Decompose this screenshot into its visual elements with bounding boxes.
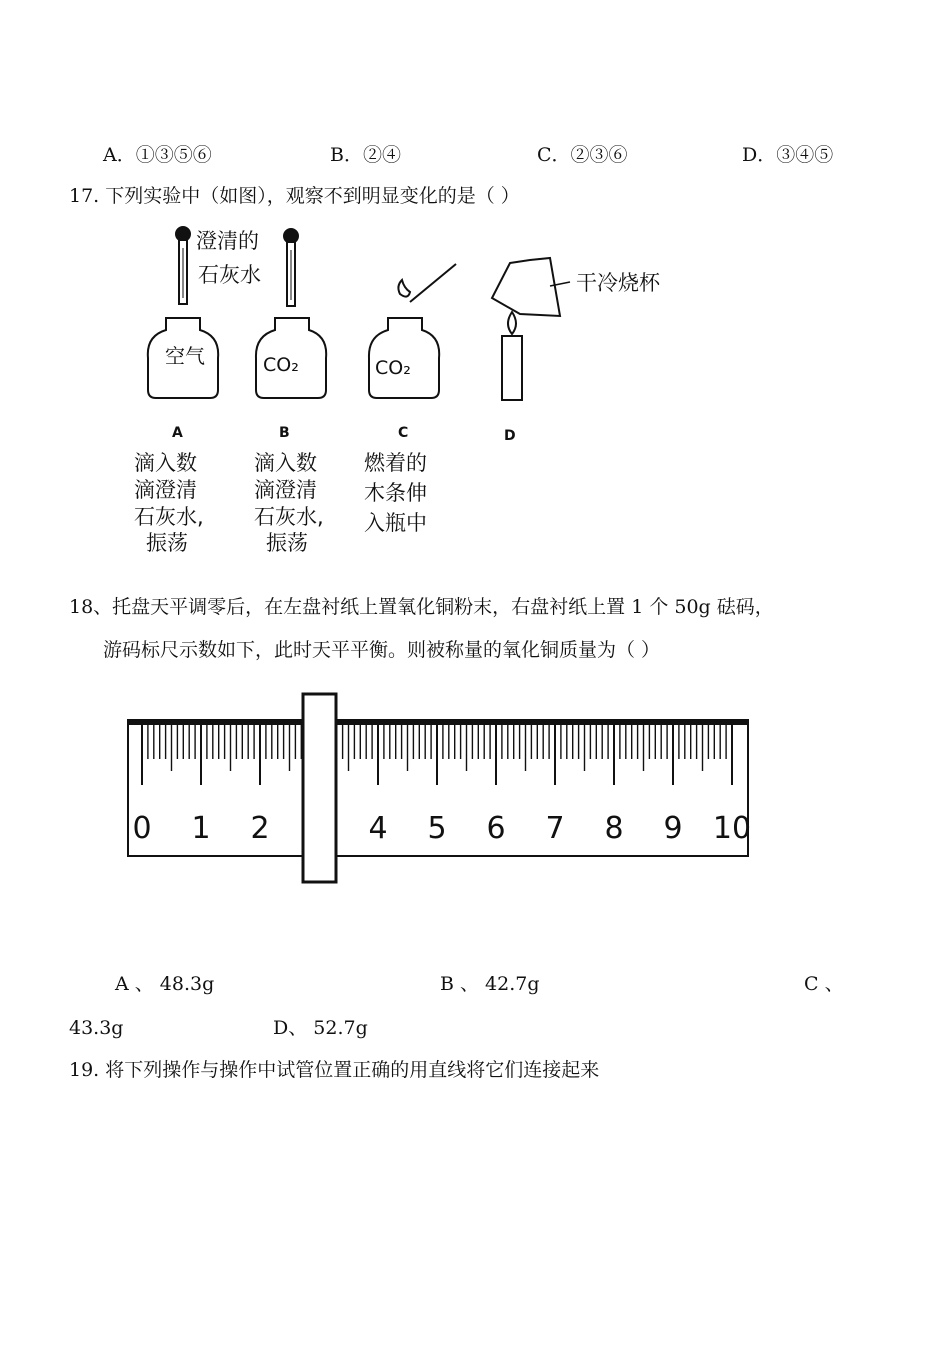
ruler-number: 10 [712, 811, 752, 846]
caption-c-3: 入瓶中 [364, 511, 427, 535]
ruler-number: 1 [191, 811, 211, 846]
dropper-label-1: 澄清的 [196, 229, 259, 253]
q18-option-a: A 、 48.3g [115, 973, 215, 995]
q18-option-b: B 、 42.7g [440, 973, 540, 995]
ruler-number: 8 [604, 811, 624, 846]
q18-option-d: D、 52.7g [273, 1017, 368, 1039]
ruler-number: 4 [368, 811, 388, 846]
caption-c-1: 燃着的 [364, 451, 427, 475]
dropper-label-2: 石灰水 [198, 263, 261, 287]
q16-option-c: C．②③⑥ [537, 144, 628, 166]
cup-label: 干冷烧杯 [576, 271, 660, 295]
q16-option-a: A．①③⑤⑥ [103, 144, 212, 166]
q17-question: 17. 下列实验中（如图），观察不到明显变化的是（ ） [69, 185, 520, 207]
letter-b: B [279, 425, 290, 441]
bottle-c-label: CO₂ [375, 357, 411, 379]
q16-option-d: D．③④⑤ [742, 144, 834, 166]
letter-d: D [504, 428, 516, 444]
caption-a-3: 石灰水, [134, 505, 204, 529]
q18-option-c: C 、 [804, 973, 844, 995]
ruler-number: 5 [427, 811, 447, 846]
ruler-number: 2 [250, 811, 270, 846]
caption-b-4: 振荡 [266, 531, 308, 555]
caption-c-2: 木条伸 [364, 481, 427, 505]
ruler-number: 7 [545, 811, 565, 846]
letter-c: C [398, 425, 409, 441]
q18-option-c-value: 43.3g [69, 1017, 124, 1039]
q19-question: 19. 将下列操作与操作中试管位置正确的用直线将它们连接起来 [69, 1059, 600, 1081]
q16-option-b: B．②④ [330, 144, 401, 166]
rider-slider [303, 694, 336, 882]
ruler-number: 9 [663, 811, 683, 846]
bottle-b-label: CO₂ [263, 354, 299, 376]
caption-a-4: 振荡 [146, 531, 188, 555]
q18-question-line1: 18、托盘天平调零后，在左盘衬纸上置氧化铜粉末，右盘衬纸上置 1 个 50g 砝码， [69, 596, 774, 618]
ruler-number: 6 [486, 811, 506, 846]
q17-figure [120, 218, 720, 563]
caption-a-1: 滴入数 [134, 451, 197, 475]
caption-b-1: 滴入数 [254, 451, 317, 475]
ruler-number: 0 [132, 811, 152, 846]
caption-b-2: 滴澄清 [254, 478, 317, 502]
q18-question-line2: 游码标尺示数如下，此时天平平衡。则被称量的氧化铜质量为（ ） [103, 639, 661, 661]
rider-scale-ruler [120, 688, 760, 893]
caption-b-3: 石灰水, [254, 505, 324, 529]
bottle-a-label: 空气 [165, 344, 205, 368]
caption-a-2: 滴澄清 [134, 478, 197, 502]
letter-a: A [172, 425, 183, 441]
